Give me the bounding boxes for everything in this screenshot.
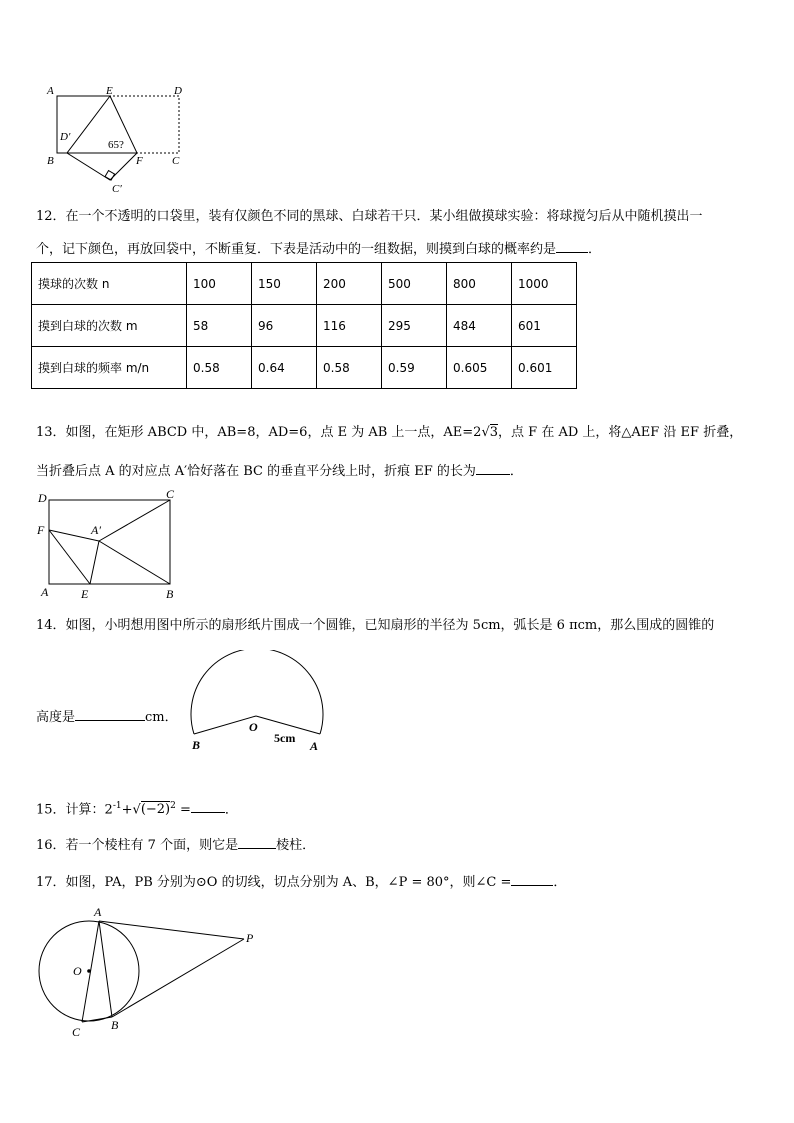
sqrt-symbol: √ xyxy=(132,802,141,818)
sector-figure-q14 xyxy=(186,650,336,754)
label-O: O xyxy=(73,964,82,978)
table-row: 摸到白球的频率 m/n 0.58 0.64 0.58 0.59 0.605 0.601 xyxy=(32,347,577,389)
q15-line: 15．计算：$2^{-1}+√(-2)^2$ = ． xyxy=(36,797,238,819)
q13-line2: 当折叠后点 A 的对应点 A′恰好落在 BC 的垂直平分线上时，折痕 EF 的长为 ． xyxy=(36,460,523,481)
label-Cprime: C′ xyxy=(112,183,122,195)
label-F: F xyxy=(136,155,143,167)
label-C: C xyxy=(166,487,175,501)
label-angle: 65? xyxy=(108,139,124,151)
label-F: F xyxy=(37,523,45,537)
label-C: C xyxy=(72,1025,81,1039)
label-A: A xyxy=(47,85,54,97)
q13-answer-blank xyxy=(476,460,510,475)
q12-answer-blank xyxy=(556,238,588,253)
q12-line1: 12．在一个不透明的口袋里，装有仅颜色不同的黑球、白球若干只．某小组做摸球实验：将球搅匀后从中随机摸出一 xyxy=(36,209,703,224)
q13-line1: 13．如图，在矩形 ABCD 中，AB=8，AD=6，点 E 为 AB 上一点，AE=2√3，点 F 在 AD 上，将△AEF 沿 EF 折叠， xyxy=(36,425,743,440)
label-B: B xyxy=(111,1018,119,1032)
label-A: A xyxy=(94,905,102,919)
q14-answer-blank xyxy=(75,706,145,721)
q17-answer-blank xyxy=(511,871,553,886)
q15-answer-blank xyxy=(191,798,225,813)
label-Aprime: A′ xyxy=(91,523,101,537)
q16-line: 16．若一个棱柱有 7 个面，则它是 棱柱． xyxy=(36,834,315,855)
label-D: D xyxy=(174,85,182,97)
q14-line2: 高度是 cm． xyxy=(36,706,178,727)
q16-answer-blank xyxy=(238,834,276,849)
label-A: A xyxy=(310,739,319,753)
frequency-table xyxy=(31,262,577,389)
label-Dprime: D′ xyxy=(60,131,71,143)
label-B: B xyxy=(166,587,174,601)
fold-figure-q11 xyxy=(40,80,200,195)
q17-line: 17．如图，PA，PB 分别为⊙O 的切线，切点分别为 A、B，∠P = 80°，则∠C = ． xyxy=(36,871,566,892)
label-C: C xyxy=(172,155,180,167)
label-E: E xyxy=(106,85,113,97)
sqrt-symbol: √ xyxy=(481,425,490,440)
label-E: E xyxy=(81,587,89,601)
label-O: O xyxy=(249,720,258,734)
rectangle-fold-figure-q13 xyxy=(34,486,184,602)
q14-line1: 14．如图，小明想用图中所示的扇形纸片围成一个圆锥，已知扇形的半径为 5cm，弧长是 6 πcm，那么围成的圆锥的 xyxy=(36,618,715,633)
label-B: B xyxy=(192,738,201,752)
label-A: A xyxy=(41,585,49,599)
label-radius: 5cm xyxy=(274,731,296,745)
table-row: 摸到白球的次数 m 58 96 116 295 484 601 xyxy=(32,305,577,347)
q12-line2: 个，记下颜色，再放回袋中，不断重复．下表是活动中的一组数据，则摸到白球的概率约是 ． xyxy=(36,238,601,259)
label-B: B xyxy=(47,155,54,167)
label-P: P xyxy=(246,931,254,945)
table-row: 摸球的次数 n 100 150 200 500 800 1000 xyxy=(32,263,577,305)
circle-tangent-figure-q17 xyxy=(30,902,270,1042)
label-D: D xyxy=(38,491,47,505)
